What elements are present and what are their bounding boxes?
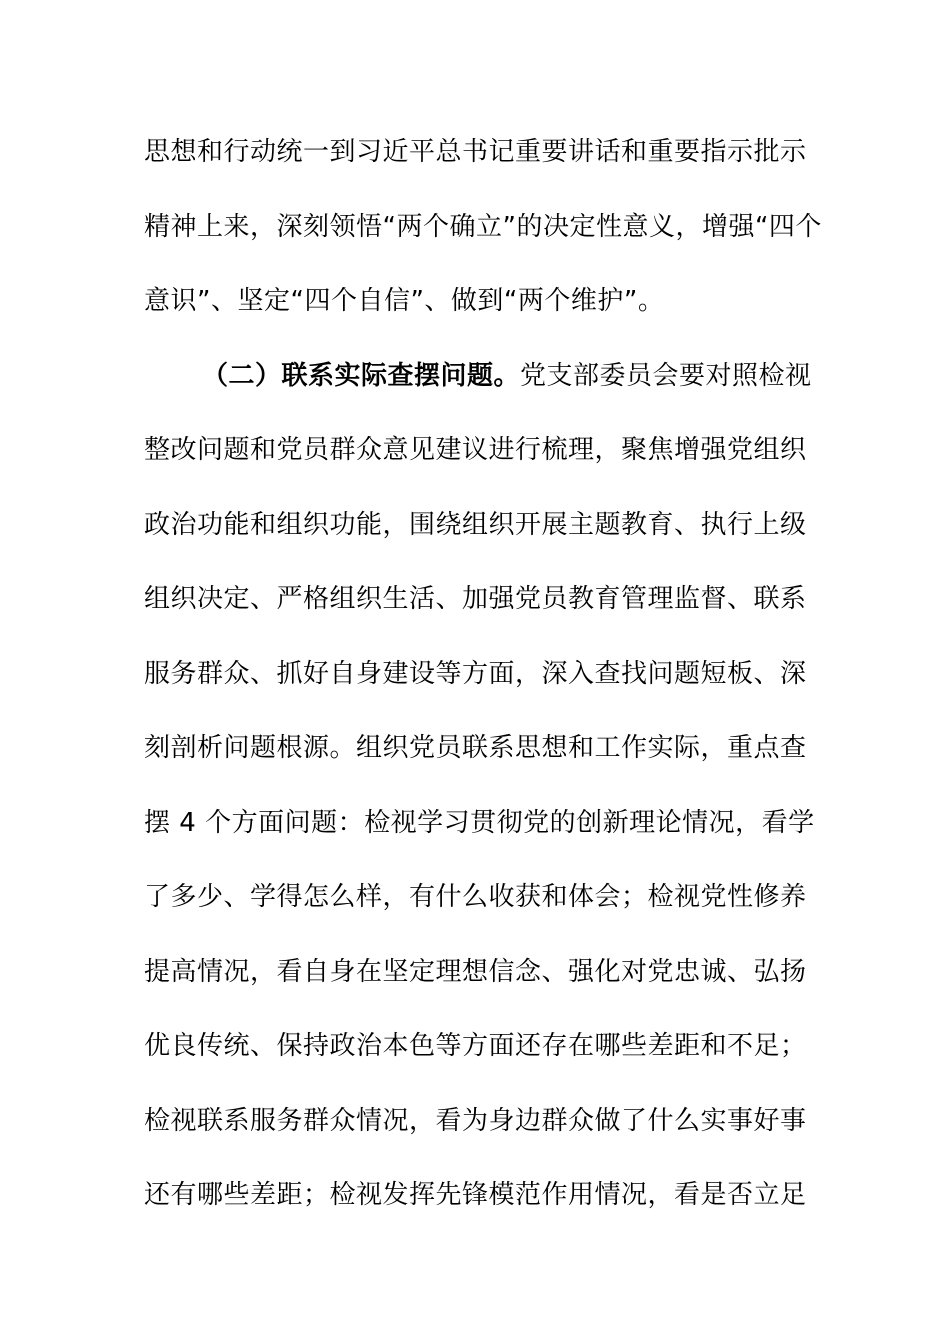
paragraph-2-line-10: 优良传统、保持政治本色等方面还存在哪些差距和不足； xyxy=(144,1031,807,1061)
paragraph-2-line-6: 刻剖析问题根源。组织党员联系思想和工作实际，重点查 xyxy=(144,733,807,763)
paragraph-2-line-3: 政治功能和组织功能，围绕组织开展主题教育、执行上级 xyxy=(144,509,807,540)
paragraph-2-line-9: 提高情况，看自身在坚定理想信念、强化对党忠诚、弘扬 xyxy=(144,956,807,987)
document-body xyxy=(144,127,822,1245)
paragraph-2-line-12: 还有哪些差距；检视发挥先锋模范作用情况，看是否立足 xyxy=(144,1180,807,1210)
paragraph-2-line-1-text: 党支部委员会要对照检视 xyxy=(520,360,812,391)
paragraph-2-line-7: 摆 4 个方面问题：检视学习贯彻党的创新理论情况，看学 xyxy=(144,807,815,838)
paragraph-1-line-2: 精神上来，深刻领悟“两个确立”的决定性意义，增强“四个 xyxy=(144,211,822,242)
paragraph-2-line-8: 了多少、学得怎么样，有什么收获和体会；检视党性修养 xyxy=(144,882,807,912)
paragraph-2-line-5: 服务群众、抓好自身建设等方面，深入查找问题短板、深 xyxy=(144,658,807,689)
paragraph-2-line-11: 检视联系服务群众情况，看为身边群众做了什么实事好事 xyxy=(144,1105,807,1136)
paragraph-1-line-3: 意识”、坚定“四个自信”、做到“两个维护”。 xyxy=(144,286,665,316)
paragraph-2-line-4: 组织决定、严格组织生活、加强党员教育管理监督、联系 xyxy=(144,584,807,614)
paragraph-2-line-1 xyxy=(144,351,812,426)
paragraph-2-line-2: 整改问题和党员群众意见建议进行梳理，聚焦增强党组织 xyxy=(144,435,807,465)
paragraph-1-line-1: 思想和行动统一到习近平总书记重要讲话和重要指示批示 xyxy=(144,137,807,167)
section-heading: （二）联系实际查摆问题。 xyxy=(202,360,521,391)
